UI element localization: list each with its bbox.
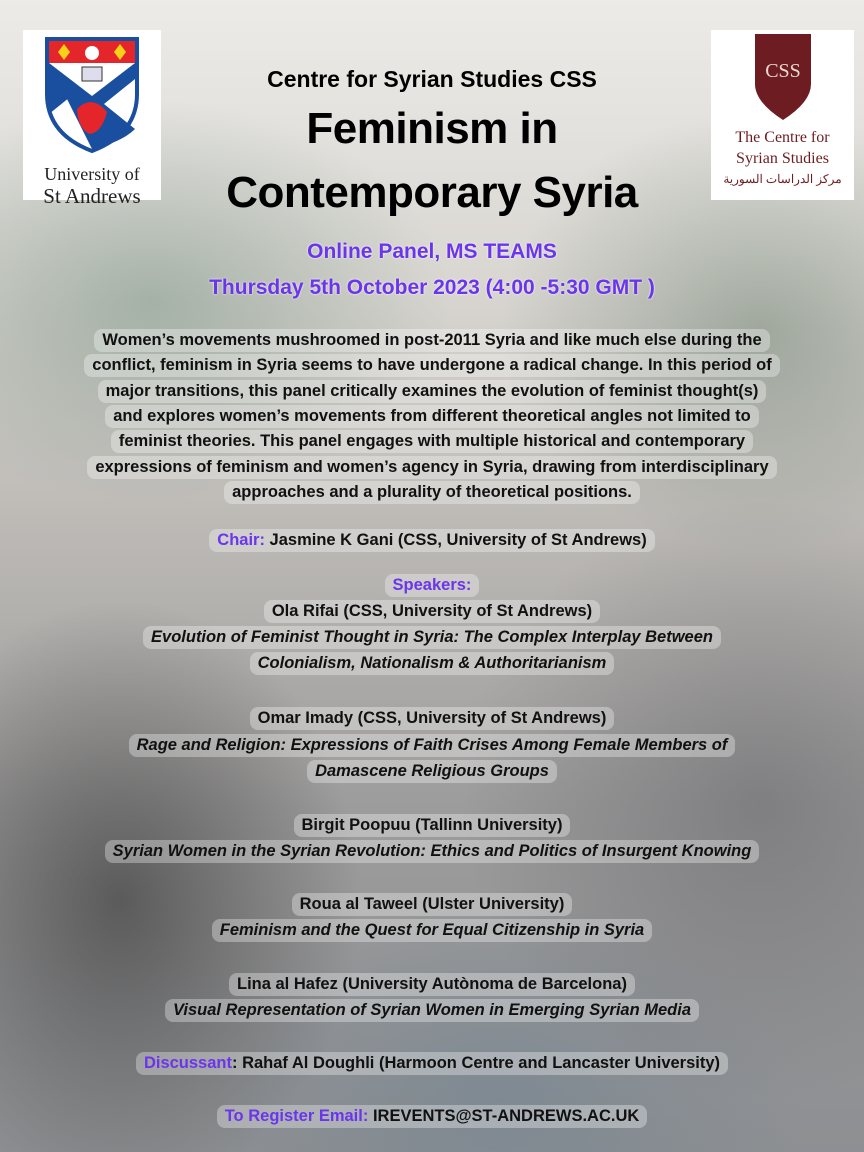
title-line2-text: Contemporary Syria (226, 168, 638, 217)
speaker-name-text: Omar Imady (CSS, University of St Andrews) (250, 707, 615, 730)
description-line (0, 354, 864, 377)
title-line1-text: Feminism in (306, 104, 558, 153)
description-line (0, 430, 864, 453)
chair-label: Chair: (217, 531, 265, 549)
description-text: Women’s movements mushroomed in post-2011 Syria and like much else during the (94, 329, 769, 352)
speaker-talk-text: Colonialism, Nationalism & Authoritarianism (250, 652, 615, 675)
description-line (0, 481, 864, 504)
speaker-name-text: Birgit Poopuu (Tallinn University) (294, 814, 571, 837)
speaker-talk-text: Feminism and the Quest for Equal Citizenship in Syria (212, 919, 653, 942)
speaker-talk (0, 652, 864, 675)
css-name-line2: Syrian Studies (736, 150, 829, 167)
event-format-text: Online Panel, MS TEAMS (307, 240, 557, 263)
chair-name: Jasmine K Gani (CSS, University of St Andrews) (264, 531, 647, 549)
css-name-line1: The Centre for (735, 129, 830, 146)
speaker-name-text: Roua al Taweel (Ulster University) (292, 893, 573, 916)
title-line1 (0, 104, 864, 154)
speakers-heading (0, 574, 864, 597)
org-name-text: Centre for Syrian Studies CSS (267, 66, 597, 92)
event-date-text: Thursday 5th October 2023 (4:00 -5:30 GMT ) (209, 276, 655, 299)
discussant-label: Discussant (143, 1054, 232, 1072)
speaker-talk (0, 760, 864, 783)
register (0, 1105, 864, 1128)
description-text: conflict, feminism in Syria seems to have undergone a radical change. In this period of (84, 354, 779, 377)
speaker-name (0, 893, 864, 916)
chair (0, 529, 864, 552)
description-text: approaches and a plurality of theoretical positions. (224, 481, 640, 504)
description-text: expressions of feminism and women’s agency in Syria, drawing from interdisciplinary (87, 456, 776, 479)
speaker-talk (0, 840, 864, 863)
discussant-name: : Rahaf Al Doughli (Harmoon Centre and Lancaster University) (231, 1054, 721, 1072)
speaker-talk-text: Evolution of Feminist Thought in Syria: The Complex Interplay Between (143, 626, 721, 649)
speaker-name (0, 814, 864, 837)
speaker-talk-text: Syrian Women in the Syrian Revolution: Ethics and Politics of Insurgent Knowing (105, 840, 760, 863)
description-line (0, 380, 864, 403)
css-shield-text: CSS (764, 60, 801, 82)
css-name-arabic: مركز الدراسات السورية (723, 172, 842, 186)
speaker-talk-text: Rage and Religion: Expressions of Faith Crises Among Female Members of (129, 734, 736, 757)
description-line (0, 405, 864, 428)
speaker-talk-text: Visual Representation of Syrian Women in Emerging Syrian Media (165, 999, 699, 1022)
speakers-label: Speakers: (385, 574, 480, 597)
university-name-line2: St Andrews (43, 184, 141, 208)
speaker-talk-text: Damascene Religious Groups (307, 760, 557, 783)
speaker-talk (0, 919, 864, 942)
speaker-talk (0, 734, 864, 757)
speaker-name (0, 707, 864, 730)
org-name (0, 66, 864, 93)
description-text: major transitions, this panel critically examines the evolution of feminist thought(s) (98, 380, 767, 403)
speaker-name-text: Lina al Hafez (University Autònoma de Barcelona) (229, 973, 635, 996)
event-format (0, 240, 864, 264)
description-line (0, 456, 864, 479)
register-label: To Register Email: (224, 1107, 369, 1125)
register-email[interactable]: IREVENTS@ST-ANDREWS.AC.UK (368, 1107, 640, 1125)
speaker-name-text: Ola Rifai (CSS, University of St Andrews) (264, 600, 600, 623)
speaker-talk (0, 626, 864, 649)
speaker-talk (0, 999, 864, 1022)
description-line (0, 329, 864, 352)
event-date (0, 276, 864, 300)
description-text: and explores women’s movements from different theoretical angles not limited to (105, 405, 759, 428)
discussant (0, 1052, 864, 1075)
university-name-line1: University of (44, 164, 140, 184)
speaker-name (0, 600, 864, 623)
title-line2 (0, 168, 864, 218)
speaker-name (0, 973, 864, 996)
description-text: feminist theories. This panel engages with multiple historical and contemporary (111, 430, 753, 453)
